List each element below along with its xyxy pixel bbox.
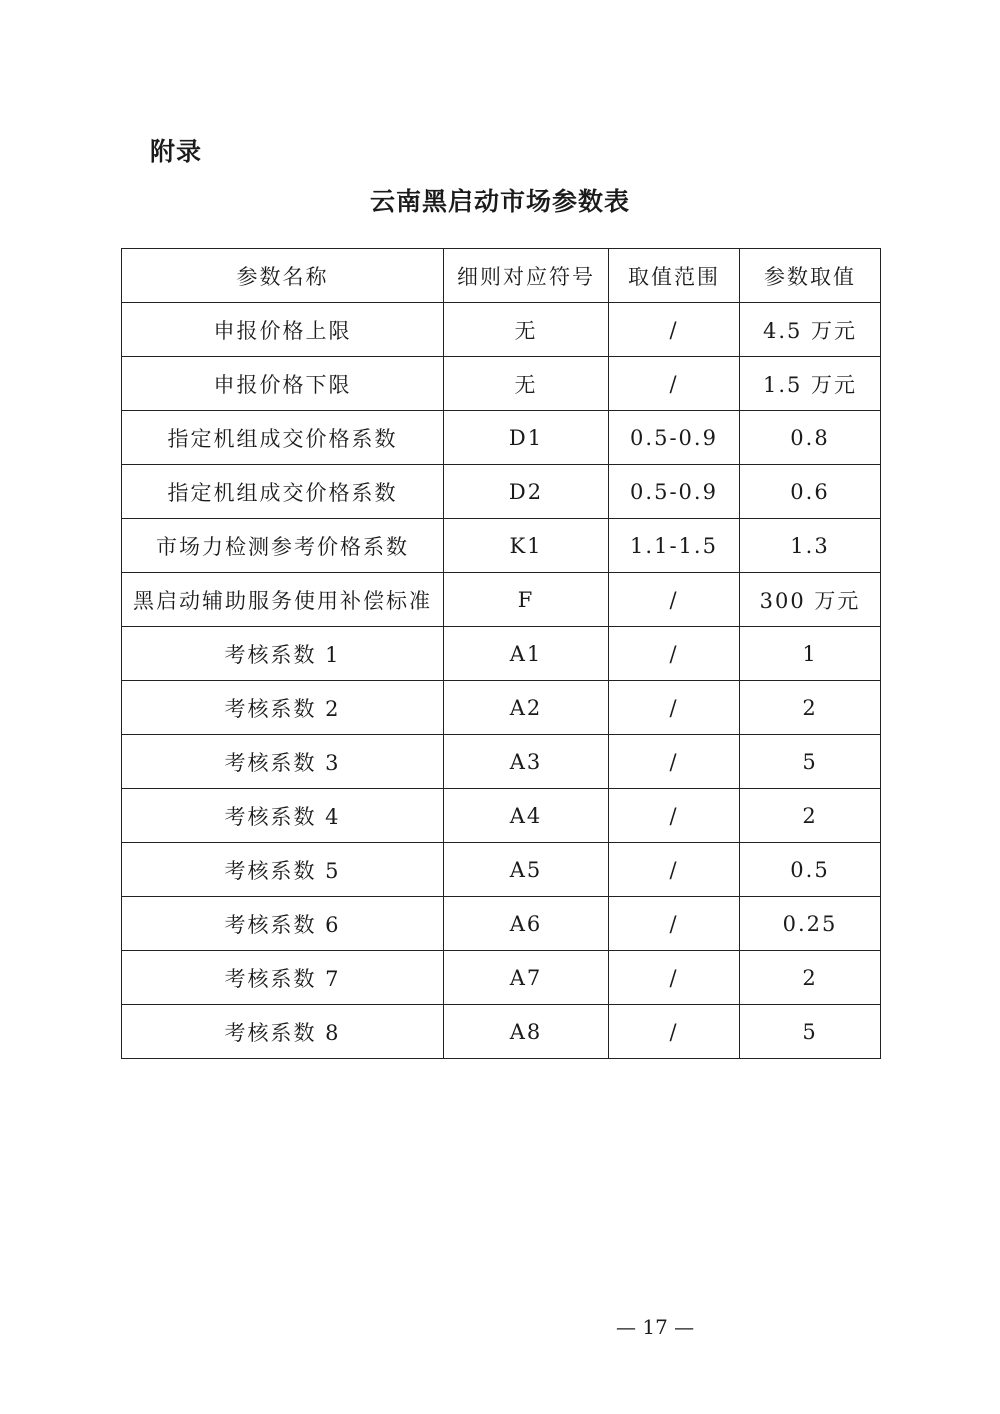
- cell-symbol: K1: [444, 519, 609, 573]
- cell-value: 1: [740, 627, 881, 681]
- cell-range: 0.5-0.9: [609, 411, 740, 465]
- parameter-table: [121, 248, 881, 1059]
- table-row: [122, 303, 881, 357]
- cell-value: 4.5 万元: [740, 303, 881, 357]
- cell-value: 5: [740, 735, 881, 789]
- cell-param-name: 考核系数 7: [122, 951, 444, 1005]
- table-header-row: [122, 249, 881, 303]
- table-row: [122, 843, 881, 897]
- cell-value: 2: [740, 789, 881, 843]
- cell-value: 2: [740, 681, 881, 735]
- cell-symbol: A6: [444, 897, 609, 951]
- cell-range: /: [609, 789, 740, 843]
- cell-value: 0.5: [740, 843, 881, 897]
- cell-symbol: D1: [444, 411, 609, 465]
- cell-param-name: 考核系数 2: [122, 681, 444, 735]
- cell-param-name: 考核系数 5: [122, 843, 444, 897]
- cell-symbol: A7: [444, 951, 609, 1005]
- table-title: 云南黑启动市场参数表: [369, 187, 630, 216]
- header-symbol: 细则对应符号: [444, 249, 609, 303]
- cell-range: /: [609, 735, 740, 789]
- header-param-name: 参数名称: [122, 249, 444, 303]
- cell-range: 0.5-0.9: [609, 465, 740, 519]
- cell-param-name: 考核系数 4: [122, 789, 444, 843]
- cell-value: 0.25: [740, 897, 881, 951]
- cell-range: /: [609, 843, 740, 897]
- table-row: [122, 627, 881, 681]
- cell-param-name: 申报价格下限: [122, 357, 444, 411]
- cell-symbol: A5: [444, 843, 609, 897]
- cell-symbol: A4: [444, 789, 609, 843]
- cell-range: /: [609, 303, 740, 357]
- table-row: [122, 735, 881, 789]
- table-row: [122, 411, 881, 465]
- cell-range: /: [609, 357, 740, 411]
- cell-range: /: [609, 897, 740, 951]
- table-row: [122, 897, 881, 951]
- table-row: [122, 681, 881, 735]
- cell-range: /: [609, 681, 740, 735]
- cell-param-name: 指定机组成交价格系数: [122, 465, 444, 519]
- cell-param-name: 考核系数 6: [122, 897, 444, 951]
- cell-symbol: 无: [444, 357, 609, 411]
- table-row: [122, 951, 881, 1005]
- cell-param-name: 考核系数 3: [122, 735, 444, 789]
- cell-symbol: F: [444, 573, 609, 627]
- cell-param-name: 黑启动辅助服务使用补偿标准: [122, 573, 444, 627]
- cell-symbol: A1: [444, 627, 609, 681]
- cell-range: /: [609, 573, 740, 627]
- cell-value: 0.6: [740, 465, 881, 519]
- table-row: [122, 465, 881, 519]
- header-range: 取值范围: [609, 249, 740, 303]
- cell-param-name: 市场力检测参考价格系数: [122, 519, 444, 573]
- table-row: [122, 573, 881, 627]
- cell-symbol: A3: [444, 735, 609, 789]
- cell-param-name: 指定机组成交价格系数: [122, 411, 444, 465]
- table-row: [122, 1005, 881, 1059]
- page-number: — 17 —: [616, 1315, 695, 1339]
- cell-range: 1.1-1.5: [609, 519, 740, 573]
- cell-range: /: [609, 627, 740, 681]
- cell-value: 1.5 万元: [740, 357, 881, 411]
- cell-symbol: D2: [444, 465, 609, 519]
- table-row: [122, 789, 881, 843]
- cell-param-name: 申报价格上限: [122, 303, 444, 357]
- cell-value: 2: [740, 951, 881, 1005]
- cell-symbol: A8: [444, 1005, 609, 1059]
- cell-range: /: [609, 951, 740, 1005]
- cell-param-name: 考核系数 8: [122, 1005, 444, 1059]
- cell-value: 0.8: [740, 411, 881, 465]
- cell-range: /: [609, 1005, 740, 1059]
- cell-value: 1.3: [740, 519, 881, 573]
- appendix-label: 附录: [150, 137, 203, 166]
- cell-param-name: 考核系数 1: [122, 627, 444, 681]
- cell-symbol: 无: [444, 303, 609, 357]
- cell-value: 5: [740, 1005, 881, 1059]
- header-value: 参数取值: [740, 249, 881, 303]
- cell-symbol: A2: [444, 681, 609, 735]
- table-row: [122, 519, 881, 573]
- cell-value: 300 万元: [740, 573, 881, 627]
- table-row: [122, 357, 881, 411]
